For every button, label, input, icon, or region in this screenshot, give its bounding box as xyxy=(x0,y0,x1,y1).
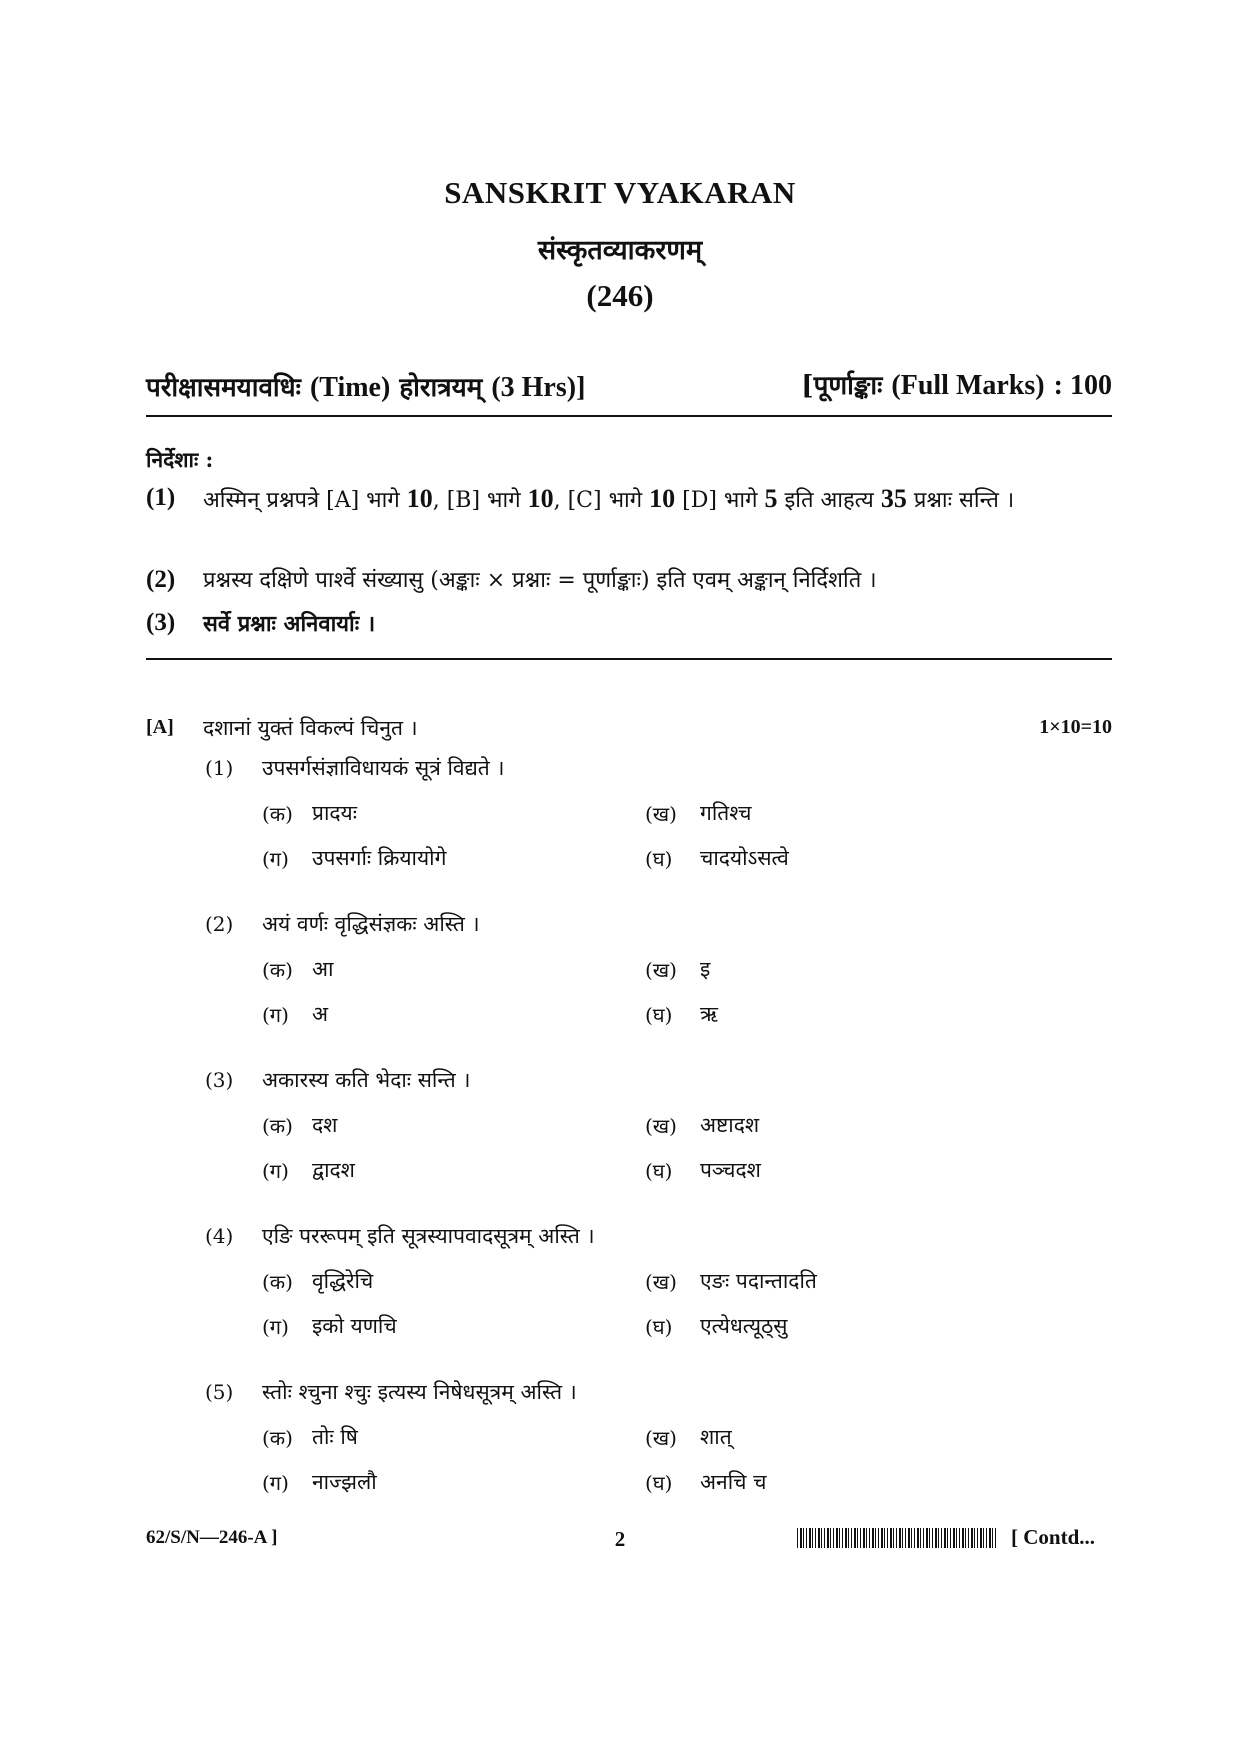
instruction-1-text xyxy=(203,482,1113,518)
question-number: (4) xyxy=(205,1224,234,1248)
question-text: स्तोः श्चुना श्चुः इत्यस्य निषेधसूत्रम् अस्ति । xyxy=(262,1380,577,1404)
question-text: उपसर्गसंज्ञाविधायकं सूत्रं विद्यते । xyxy=(262,756,505,780)
instruction-2-text: प्रश्नस्य दक्षिणे पार्श्वे संख्यासु (अङ्काः × प्रश्नाः = पूर्णाङ्काः) इति एवम् अङ्कान् निर्दिशति । xyxy=(203,568,877,593)
section-tag: [A] xyxy=(146,716,174,738)
instruction-number: (2) xyxy=(146,566,176,593)
instruction-1-count-d: 5 xyxy=(764,484,778,513)
subject-code: (246) xyxy=(586,278,654,313)
divider-bottom xyxy=(146,658,1112,660)
divider-top xyxy=(146,415,1112,417)
option-text: अ xyxy=(312,1002,329,1026)
option-text: शात् xyxy=(700,1425,732,1449)
instruction-1-count-b: 10 xyxy=(527,484,554,513)
option-label: (क) xyxy=(262,1114,293,1138)
question-text: अकारस्य कति भेदाः सन्ति । xyxy=(262,1068,471,1092)
option-label: (ख) xyxy=(645,802,677,826)
option-text: आ xyxy=(312,957,334,981)
instruction-1-part: , [C] भागे xyxy=(553,488,643,513)
question-number: (5) xyxy=(205,1380,234,1404)
option-label: (घ) xyxy=(645,1003,673,1027)
time-en: (Time) xyxy=(309,372,391,403)
question-number: (2) xyxy=(205,912,234,936)
option-label: (क) xyxy=(262,1270,293,1294)
option-text: अनचि च xyxy=(700,1470,767,1494)
instruction-3-text: सर्वे प्रश्नाः अनिवार्याः । xyxy=(203,611,376,637)
instruction-1-count-a: 10 xyxy=(406,484,433,513)
option-label: (घ) xyxy=(645,1471,673,1495)
instruction-number: (3) xyxy=(146,609,176,636)
option-label: (ग) xyxy=(262,1159,289,1183)
option-label: (घ) xyxy=(645,1315,673,1339)
section-instruction: दशानां युक्तं विकल्पं चिनुत । xyxy=(203,716,418,740)
option-text: उपसर्गाः क्रियायोगे xyxy=(312,846,447,870)
option-text: वृद्धिरेचि xyxy=(312,1269,374,1293)
option-text: प्रादयः xyxy=(312,801,357,825)
time-info xyxy=(146,368,585,404)
option-text: दश xyxy=(312,1113,338,1137)
marks-en: (Full Marks) xyxy=(891,370,1045,401)
option-text: द्वादश xyxy=(312,1158,355,1182)
section-marks: 1×10=10 xyxy=(1039,716,1112,738)
option-label: (ख) xyxy=(645,1114,677,1138)
question-number: (3) xyxy=(205,1068,234,1092)
option-label: (ख) xyxy=(645,1270,677,1294)
page-number: 2 xyxy=(614,1527,626,1551)
option-label: (क) xyxy=(262,1426,293,1450)
option-text: एङः पदान्तादति xyxy=(700,1269,817,1293)
option-text: गतिश्च xyxy=(700,801,752,825)
instruction-1-part: इति आहत्य xyxy=(777,488,874,513)
option-label: (घ) xyxy=(645,847,673,871)
option-text: ऋ xyxy=(700,1002,718,1026)
instruction-1-count-c: 10 xyxy=(649,484,676,513)
instruction-1-part: अस्मिन् प्रश्नपत्रे [A] भागे xyxy=(203,488,400,513)
marks-value: : 100 xyxy=(1053,370,1112,401)
option-text: अष्टादश xyxy=(700,1113,760,1137)
option-label: (ग) xyxy=(262,1003,289,1027)
option-label: (घ) xyxy=(645,1159,673,1183)
instruction-1-total: 35 xyxy=(880,484,907,513)
option-label: (क) xyxy=(262,802,293,826)
option-text: तोः षि xyxy=(312,1425,358,1449)
question-text: एङि पररूपम् इति सूत्रस्यापवादसूत्रम् अस्ति । xyxy=(262,1224,595,1248)
option-label: (ग) xyxy=(262,847,289,871)
option-text: इको यणचि xyxy=(312,1314,397,1338)
time-prefix: परीक्षासमयावधिः xyxy=(146,373,301,403)
question-number: (1) xyxy=(205,756,234,780)
option-label: (ख) xyxy=(645,1426,677,1450)
instruction-1-part: [D] भागे xyxy=(675,488,758,513)
instructions-heading: निर्देशाः : xyxy=(146,447,214,472)
option-label: (ग) xyxy=(262,1315,289,1339)
full-marks-info xyxy=(801,366,1112,402)
option-text: इ xyxy=(700,957,711,981)
option-text: एत्येधत्यूठ्सु xyxy=(700,1314,788,1338)
barcode xyxy=(797,1528,997,1548)
option-label: (ख) xyxy=(645,958,677,982)
instruction-1-part: , [B] भागे xyxy=(432,488,521,513)
question-text: अयं वर्णः वृद्धिसंज्ञकः अस्ति । xyxy=(262,912,480,936)
exam-title: SANSKRIT VYAKARAN xyxy=(444,175,796,210)
option-label: (क) xyxy=(262,958,293,982)
option-text: चादयोऽसत्वे xyxy=(700,846,789,870)
option-label: (ग) xyxy=(262,1471,289,1495)
option-text: पञ्चदश xyxy=(700,1158,761,1182)
marks-prefix: [पूर्णाङ्काः xyxy=(801,371,883,401)
time-mid: होरात्रयम् xyxy=(399,373,483,403)
option-text: नाज्झलौ xyxy=(312,1470,377,1494)
instruction-number: (1) xyxy=(146,484,176,511)
exam-subtitle: संस्कृतव्याकरणम् xyxy=(537,235,703,266)
paper-code: 62/S/N—246-A ] xyxy=(146,1527,278,1548)
instruction-1-part: प्रश्नाः सन्ति । xyxy=(906,488,1015,513)
continued-label: [ Contd... xyxy=(1011,1525,1096,1549)
time-value: (3 Hrs)] xyxy=(491,372,586,403)
